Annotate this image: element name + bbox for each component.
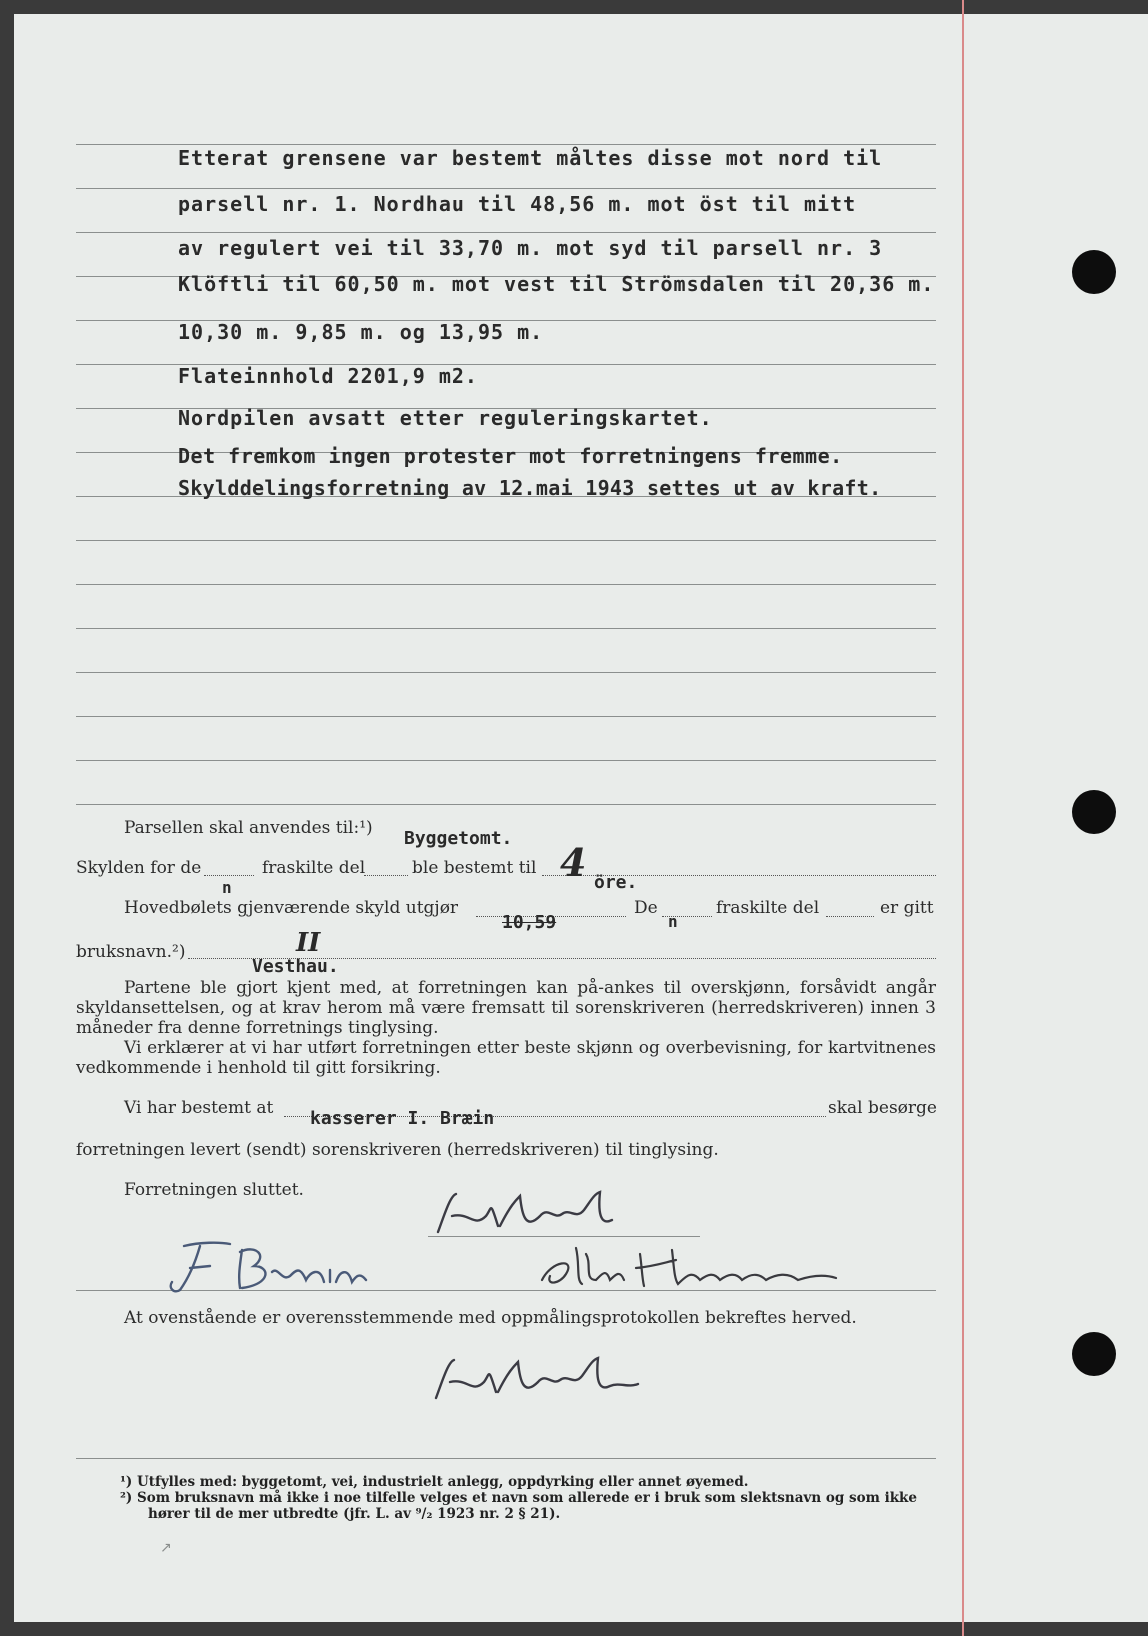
ore-unit: öre.	[594, 872, 638, 893]
besorge-line2: forretningen levert (sendt) sorenskriveren (herredskriveren) til tinglysing.	[76, 1140, 719, 1160]
dotted-line	[204, 875, 254, 876]
paragraph-appeal-text: Partene ble gjort kjent med, at forretningen kan på-ankes til overskjønn, forsåvidt angår skyldansettelsen, og at krav herom må være fremsatt til sorenskriveren (herredskriveren) innen 3 måneder fra denne forretnings tinglysing.	[76, 978, 936, 1038]
paragraph-appeal	[76, 978, 936, 1038]
ruled-line	[76, 804, 936, 805]
footnote-1: ¹) Utfylles med: byggetomt, vei, industrielt anlegg, oppdyrking eller annet øyemed.	[120, 1474, 749, 1490]
signature-line	[76, 1458, 936, 1459]
ruled-line	[76, 144, 936, 145]
typed-line: parsell nr. 1. Nordhau til 48,56 m. mot öst til mitt	[178, 192, 857, 216]
skyld-n: n	[222, 878, 232, 897]
ruled-line	[76, 760, 936, 761]
punch-hole	[1072, 790, 1116, 834]
paragraph-declaration-text: Vi erklærer at vi har utført forretningen etter beste skjønn og overbevisning, for kartvitnenes vedkommende i henhold til gitt forsikring.	[76, 1038, 936, 1078]
ruled-line	[76, 716, 936, 717]
footnotes	[120, 1474, 936, 1522]
signature-4	[428, 1352, 648, 1412]
bruksnavn-value: Vesthau.	[252, 956, 339, 977]
bruksnavn-mark: II	[296, 928, 321, 958]
besorge-value: kasserer I. Bræin	[310, 1108, 495, 1129]
ore-value: 4	[560, 840, 587, 885]
de-label: De	[634, 898, 658, 918]
signature-3	[536, 1240, 876, 1296]
bruksnavn-label: bruksnavn.²)	[76, 942, 186, 962]
scan-border-bottom	[0, 1622, 1148, 1636]
typed-line: Flateinnhold 2201,9 m2.	[178, 364, 478, 388]
ruled-line	[76, 540, 936, 541]
punch-hole	[1072, 250, 1116, 294]
sluttet-label: Forretningen sluttet.	[124, 1180, 304, 1200]
typed-line: Nordpilen avsatt etter reguleringskartet.	[178, 406, 713, 430]
typed-line: av regulert vei til 33,70 m. mot syd til parsell nr. 3	[178, 236, 883, 260]
ruled-line	[76, 188, 936, 189]
besorge-suffix: skal besørge	[828, 1098, 937, 1118]
hovedbol-label: Hovedbølets gjenværende skyld utgjør	[124, 898, 459, 918]
ruled-line	[76, 672, 936, 673]
confirmation-text: At ovenstående er overensstemmende med oppmålingsprotokollen bekreftes herved.	[124, 1308, 857, 1328]
punch-hole	[1072, 1332, 1116, 1376]
typed-line: Skylddelingsforretning av 12.mai 1943 settes ut av kraft.	[178, 476, 882, 500]
use-label: Parsellen skal anvendes til:¹)	[124, 818, 373, 838]
er-gitt-label: er gitt	[880, 898, 934, 918]
ruled-line	[76, 584, 936, 585]
signature-2	[160, 1236, 380, 1296]
fraskilte-label-2: fraskilte del	[716, 898, 820, 918]
typed-line: Etterat grensene var bestemt måltes disse mot nord til	[178, 146, 883, 170]
typed-line: 10,30 m. 9,85 m. og 13,95 m.	[178, 320, 544, 344]
scribble-mark: ↗	[160, 1540, 172, 1556]
signature-1	[430, 1186, 630, 1246]
typed-line: Det fremkom ingen protester mot forretningens fremme.	[178, 444, 843, 468]
skyld-label: Skylden for de	[76, 858, 202, 878]
margin-line	[962, 0, 964, 1636]
footnote-2: ²) Som bruksnavn må ikke i noe tilfelle velges et navn som allerede er i bruk som slektsnavn og som ikke hører til de mer utbredte (jfr. L. av ⁹/₂ 1923 nr. 2 § 21).	[120, 1490, 917, 1522]
dotted-line	[364, 875, 408, 876]
typed-line: Klöftli til 60,50 m. mot vest til Strömsdalen til 20,36 m.	[178, 272, 935, 296]
paragraph-declaration	[76, 1038, 936, 1078]
ruled-line	[76, 232, 936, 233]
bestemt-label: ble bestemt til	[412, 858, 537, 878]
scan-border-left	[0, 0, 14, 1636]
fraskilte-label: fraskilte del	[262, 858, 366, 878]
dotted-line	[826, 916, 874, 917]
besorge-prefix: Vi har bestemt at	[124, 1098, 274, 1118]
ruled-line	[76, 628, 936, 629]
use-value: Byggetomt.	[404, 828, 513, 849]
de-n: n	[668, 912, 678, 931]
hovedbol-value: 10,59	[502, 912, 557, 933]
scan-border-top	[0, 0, 1148, 14]
